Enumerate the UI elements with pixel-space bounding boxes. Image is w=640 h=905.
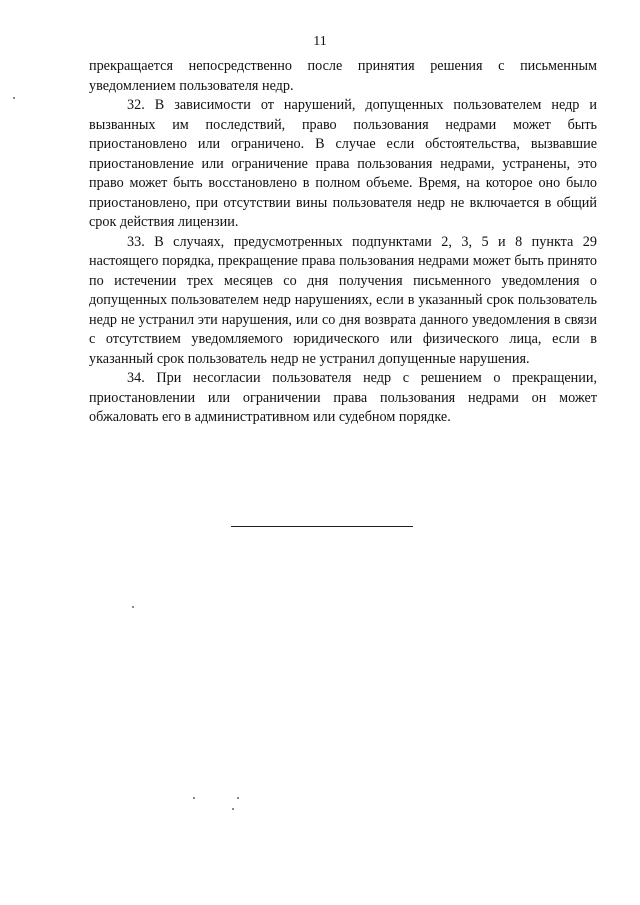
scan-speck [193,797,195,799]
page-number: 11 [313,34,327,49]
paragraph-continuation: прекращается непосредственно после принятия решения с письменным уведомлением пользователя недр. [89,58,597,94]
scan-speck [132,606,134,608]
document-body [89,57,597,428]
paragraph-item-32: 32. В зависимости от нарушений, допущенных пользователем недр и вызванных им последствий, право пользования недрами может быть приостановлено или ограничено. В случае если обстоятельства, вызвавшие приостановление или ограничение права пользования недрами, устранены, это право может быть восстановлено в полном объеме. Время, на которое оно было приостановлено, при отсутствии вины пользователя недр не включается в общий срок действия лицензии. [89,97,597,230]
scan-speck [232,808,234,810]
paragraph-item-33: 33. В случаях, предусмотренных подпунктами 2, 3, 5 и 8 пункта 29 настоящего порядка, прекращение права пользования недрами может быть принято по истечении трех месяцев со дня получения письменного уведомления о допущенных пользователем недр нарушениях, если в указанный срок пользователь недр не устранил эти нарушения, или со дня возврата данного уведомления в связи с отсутствием уведомляемого юридического или физического лица, если в указанный срок пользователь недр не устранил допущенные нарушения. [89,233,597,367]
scan-speck [13,97,15,99]
scan-speck [237,797,239,799]
paragraph-item-34: 34. При несогласии пользователя недр с решением о прекращении, приостановлении или ограничении права пользования недрами он может обжаловать его в административном или судебном порядке. [89,370,597,425]
end-of-document-rule [231,526,413,527]
